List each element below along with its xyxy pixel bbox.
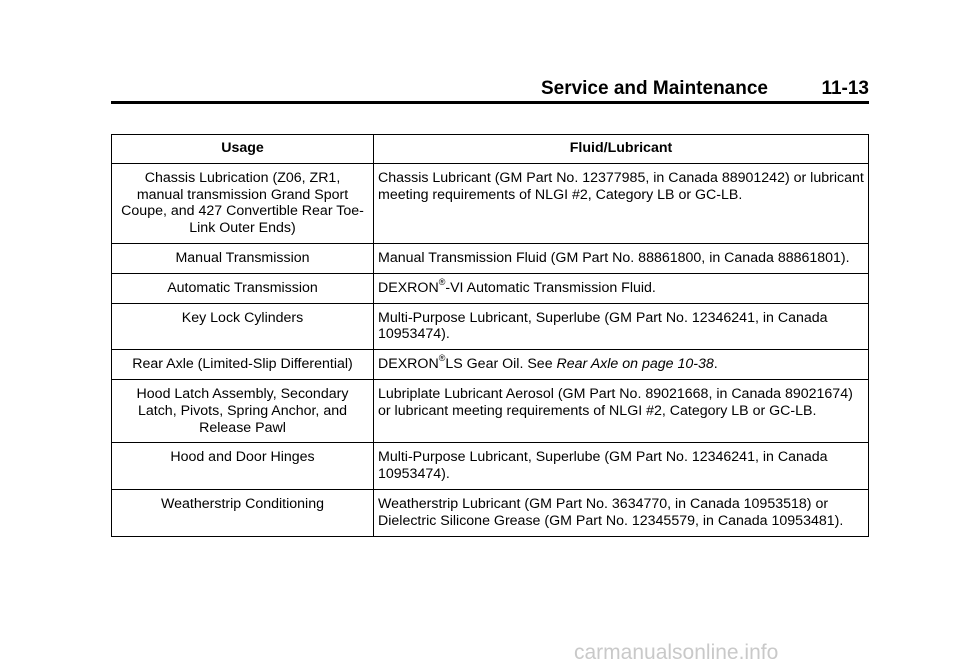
- fluid-text-end: .: [713, 356, 718, 373]
- watermark: carmanualsonline.info: [574, 641, 779, 664]
- table-row: [112, 350, 869, 380]
- usage-cell: Hood and Door Hinges: [112, 443, 374, 490]
- fluid-cell: Manual Transmission Fluid (GM Part No. 88861800, in Canada 88861801).: [374, 243, 869, 273]
- fluid-brand: DEXRON: [378, 279, 439, 296]
- fluid-brand: DEXRON: [378, 356, 439, 373]
- table-row: [112, 243, 869, 273]
- usage-cell: Key Lock Cylinders: [112, 303, 374, 350]
- registered-mark: ®: [438, 277, 446, 288]
- fluid-cell: Weatherstrip Lubricant (GM Part No. 3634770, in Canada 10953518) or Dielectric Silicone Grease (GM Part No. 12345579, in Canada 10953481).: [374, 489, 869, 536]
- lubricant-table: [111, 134, 869, 537]
- usage-cell: Hood Latch Assembly, Secondary Latch, Pivots, Spring Anchor, and Release Pawl: [112, 379, 374, 442]
- section-title: Service and Maintenance: [540, 78, 768, 99]
- column-header-fluid: Fluid/Lubricant: [374, 135, 869, 164]
- fluid-cell: Lubriplate Lubricant Aerosol (GM Part No. 89021668, in Canada 89021674) or lubricant meeting requirements of NLGI #2, Category LB or GC-LB.: [374, 379, 869, 442]
- usage-cell: Chassis Lubrication (Z06, ZR1, manual transmission Grand Sport Coupe, and 427 Convertible Rear Toe-Link Outer Ends): [112, 163, 374, 243]
- fluid-cell: [374, 350, 869, 380]
- table-row: [112, 489, 869, 536]
- table-header-row: [112, 135, 869, 164]
- table-row: [112, 273, 869, 303]
- usage-cell: Automatic Transmission: [112, 273, 374, 303]
- table-row: [112, 379, 869, 442]
- page-number: 11-13: [821, 78, 869, 99]
- usage-cell: Weatherstrip Conditioning: [112, 489, 374, 536]
- fluid-cell: Multi-Purpose Lubricant, Superlube (GM Part No. 12346241, in Canada 10953474).: [374, 303, 869, 350]
- usage-cell: Manual Transmission: [112, 243, 374, 273]
- registered-mark: ®: [438, 353, 446, 364]
- fluid-cell: [374, 273, 869, 303]
- column-header-usage: Usage: [112, 135, 374, 164]
- table-row: [112, 303, 869, 350]
- fluid-cell: Multi-Purpose Lubricant, Superlube (GM Part No. 12346241, in Canada 10953474).: [374, 443, 869, 490]
- fluid-cell: Chassis Lubricant (GM Part No. 12377985, in Canada 88901242) or lubricant meeting requirements of NLGI #2, Category LB or GC-LB.: [374, 163, 869, 243]
- fluid-text: -VI Automatic Transmission Fluid.: [445, 279, 656, 296]
- header-rule: [111, 101, 869, 104]
- fluid-text: LS Gear Oil. See: [445, 356, 557, 373]
- usage-cell: Rear Axle (Limited-Slip Differential): [112, 350, 374, 380]
- page-reference-link[interactable]: Rear Axle on page 10-38: [556, 356, 714, 373]
- table-row: [112, 443, 869, 490]
- table-row: [112, 163, 869, 243]
